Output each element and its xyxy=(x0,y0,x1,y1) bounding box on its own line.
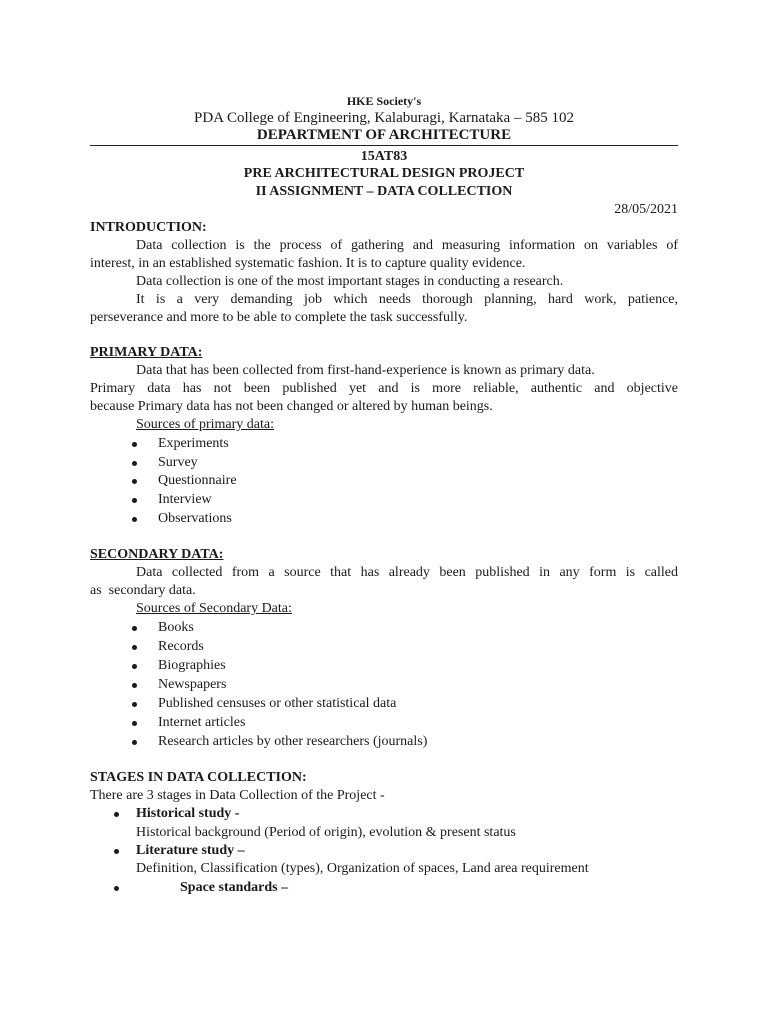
primary-source: Interview xyxy=(158,492,212,507)
primary-data-line-2: Primary data has not been published yet and is more reliable, authentic and objective xyxy=(90,381,678,396)
bullet-icon xyxy=(132,517,137,522)
secondary-data-heading: SECONDARY DATA: xyxy=(90,547,224,562)
header-rule xyxy=(90,145,678,146)
secondary-source: Research articles by other researchers (journals) xyxy=(158,734,428,749)
bullet-icon xyxy=(114,849,119,854)
bullet-icon xyxy=(114,886,119,891)
bullet-icon xyxy=(132,740,137,745)
primary-data-line-1: Data that has been collected from first-hand-experience is known as primary data. xyxy=(136,363,595,378)
secondary-source: Books xyxy=(158,620,194,635)
secondary-source: Biographies xyxy=(158,658,226,673)
primary-data-heading: PRIMARY DATA: xyxy=(90,345,203,360)
bullet-icon xyxy=(132,702,137,707)
secondary-source: Newspapers xyxy=(158,677,227,692)
bullet-icon xyxy=(132,498,137,503)
stage-title: Literature study – xyxy=(136,843,245,858)
secondary-data-line-1: Data collected from a source that has already been published in any form is called xyxy=(136,565,678,580)
course-title: PRE ARCHITECTURAL DESIGN PROJECT xyxy=(243,166,525,181)
stage-description: Historical background (Period of origin), evolution & present status xyxy=(136,825,516,840)
primary-sources-label: Sources of primary data: xyxy=(136,417,275,432)
secondary-data-line-2: as secondary data. xyxy=(90,583,196,598)
intro-paragraph-2: Data collection is one of the most important stages in conducting a research. xyxy=(136,274,564,289)
secondary-sources-label: Sources of Secondary Data: xyxy=(136,601,292,616)
primary-source: Questionnaire xyxy=(158,473,237,488)
bullet-icon xyxy=(132,721,137,726)
document-date: 28/05/2021 xyxy=(614,202,678,217)
department-name: DEPARTMENT OF ARCHITECTURE xyxy=(256,127,512,143)
bullet-icon xyxy=(132,626,137,631)
college-name: PDA College of Engineering, Kalaburagi, Karnataka – 585 102 xyxy=(194,110,574,126)
society-name: HKE Society's xyxy=(346,94,422,108)
stage-title: Space standards – xyxy=(180,880,289,895)
primary-source: Observations xyxy=(158,511,232,526)
intro-paragraph-1-line-2: interest, in an established systematic fashion. It is to capture quality evidence. xyxy=(90,256,526,271)
course-code: 15AT83 xyxy=(360,149,408,164)
stages-heading: STAGES IN DATA COLLECTION: xyxy=(90,770,307,785)
bullet-icon xyxy=(132,461,137,466)
bullet-icon xyxy=(132,442,137,447)
introduction-heading: INTRODUCTION: xyxy=(90,220,207,235)
bullet-icon xyxy=(132,479,137,484)
intro-paragraph-3-line-2: perseverance and more to be able to complete the task successfully. xyxy=(90,310,468,325)
primary-source: Experiments xyxy=(158,436,229,451)
stage-title: Historical study - xyxy=(136,806,240,821)
intro-paragraph-1-line-1: Data collection is the process of gathering and measuring information on variables of xyxy=(136,238,678,253)
secondary-source: Published censuses or other statistical data xyxy=(158,696,397,711)
bullet-icon xyxy=(132,645,137,650)
assignment-title: II ASSIGNMENT – DATA COLLECTION xyxy=(255,184,513,199)
primary-source: Survey xyxy=(158,455,198,470)
intro-paragraph-3-line-1: It is a very demanding job which needs thorough planning, hard work, patience, xyxy=(136,292,678,307)
primary-data-line-3: because Primary data has not been changed or altered by human beings. xyxy=(90,399,493,414)
stages-intro: There are 3 stages in Data Collection of the Project - xyxy=(90,788,385,803)
secondary-source: Internet articles xyxy=(158,715,246,730)
secondary-source: Records xyxy=(158,639,204,654)
bullet-icon xyxy=(132,664,137,669)
stage-description: Definition, Classification (types), Organization of spaces, Land area requirement xyxy=(136,861,589,876)
bullet-icon xyxy=(114,812,119,817)
bullet-icon xyxy=(132,683,137,688)
